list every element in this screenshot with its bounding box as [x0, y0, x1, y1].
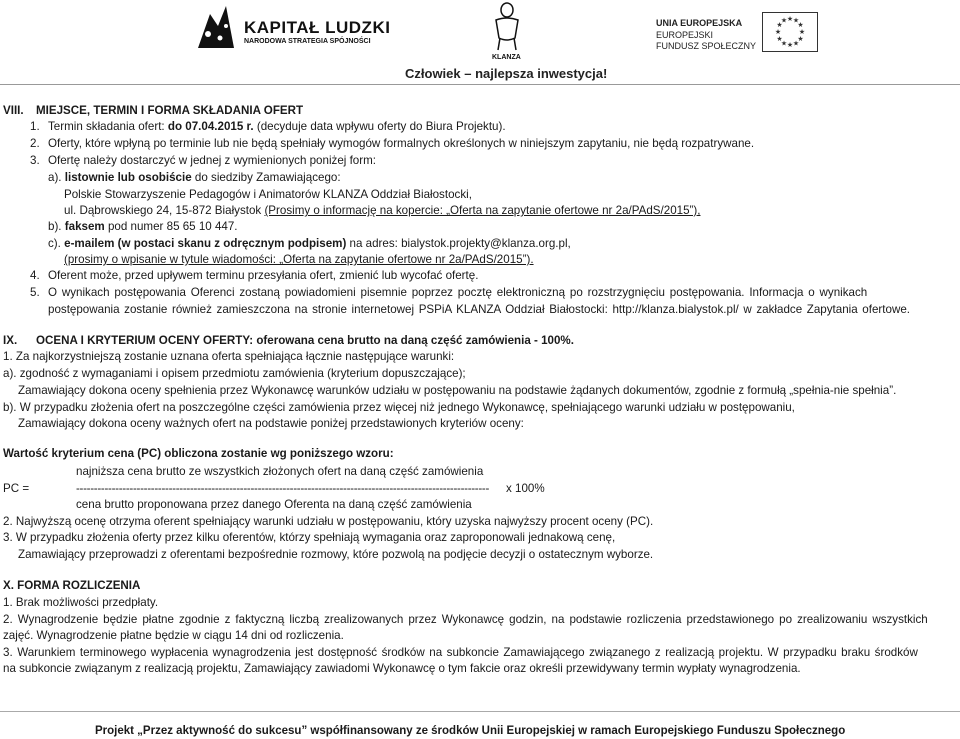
- option-a: a). listownie lub osobiście do siedziby Zamawiającego:: [48, 171, 341, 184]
- list-item-continuation: postępowania zostanie również zamieszczona na stronie internetowej PSPiA KLANZA Oddział Białostocki: http://klanza.bialystok.pl/ w zakładce Zapytania ofertowe.: [48, 303, 910, 316]
- svg-text:★: ★: [798, 28, 806, 36]
- list-item: Oferty, które wpłyną po terminie lub nie będą spełniały wymogów formalnych określonych w niniejszym zapytaniu, nie będą rozpatrywane.: [48, 137, 755, 150]
- paragraph: 2. Najwyższą ocenę otrzyma oferent spełniający warunki udziału w postępowaniu, który uzyska najwyższy procent oceny (PC).: [3, 515, 654, 528]
- item-number: 5.: [30, 286, 40, 299]
- klanza-label: KLANZA: [492, 54, 521, 61]
- footer-text: Projekt „Przez aktywność do sukcesu” współfinansowany ze środków Unii Europejskiej w ramach Europejskiego Funduszu Społecznego: [95, 725, 846, 737]
- klanza-logo-icon: [488, 2, 526, 54]
- option-c-note: (prosimy o wpisanie w tytule wiadomości: „Oferta na zapytanie ofertowe nr 2a/PAdS/2015”).: [64, 253, 534, 266]
- paragraph-continuation: na subkoncie związanym z realizacją projektu, Zamawiający zawiadomi Wykonawcę o tym fakcie oraz określi przewidywany termin wypłaty wynagrodzenia.: [3, 662, 801, 675]
- paragraph: b). W przypadku złożenia ofert na poszczególne części zamówienia przez więcej niż jednego Wykonawcę, spełniającego warunki udziału w postępowaniu,: [3, 401, 795, 414]
- section-ix-num: IX.: [3, 334, 18, 347]
- eu-flag-icon: [762, 12, 818, 52]
- option-a-address-street: ul. Dąbrowskiego 24, 15-872 Białystok (Prosimy o informację na kopercie: „Oferta na zapytanie ofertowe nr 2a/PAdS/2015”),: [64, 204, 701, 217]
- kl-subtitle: NARODOWA STRATEGIA SPÓJNOŚCI: [244, 38, 371, 45]
- section-ix-title: OCENA I KRYTERIUM OCENY OFERTY: oferowana cena brutto na daną część zamówienia - 100%.: [36, 334, 574, 347]
- footer-divider: [0, 711, 960, 712]
- option-b: b). faksem pod numer 85 65 10 447.: [48, 220, 238, 233]
- svg-text:★: ★: [792, 16, 800, 25]
- svg-text:★: ★: [797, 21, 804, 29]
- list-item: Ofertę należy dostarczyć w jednej z wymienionych poniżej form:: [48, 154, 376, 167]
- eu-line3: FUNDUSZ SPOŁECZNY: [656, 41, 757, 51]
- svg-text:★: ★: [780, 39, 788, 48]
- svg-text:★: ★: [776, 21, 783, 29]
- formula-pc-label: PC =: [3, 482, 30, 495]
- formula-denominator: cena brutto proponowana przez danego Oferenta na daną część zamówienia: [76, 498, 472, 511]
- item-number: 2.: [30, 137, 40, 150]
- list-item: Termin składania ofert: do 07.04.2015 r. (decyduje data wpływu oferty do Biura Projektu).: [48, 120, 506, 133]
- paragraph: a). zgodność z wymaganiami i opisem przedmiotu zamówienia (kryterium dopuszczające);: [3, 367, 466, 380]
- section-x-title: X. FORMA ROZLICZENIA: [3, 579, 141, 592]
- kl-title: KAPITAŁ LUDZKI: [244, 18, 391, 37]
- option-c: c). e-mailem (w postaci skanu z odręcznym podpisem) na adres: bialystok.projekty@klanza.org.pl,: [48, 237, 571, 250]
- svg-text:★: ★: [786, 15, 794, 23]
- item-number: 1.: [30, 120, 40, 133]
- list-item: Oferent może, przed upływem terminu przesyłania ofert, zmienić lub wycofać ofertę.: [48, 269, 479, 282]
- eu-line1: UNIA EUROPEJSKA: [656, 18, 743, 28]
- item-number: 4.: [30, 269, 40, 282]
- paragraph: 2. Wynagrodzenie będzie płatne zgodnie z faktyczną liczbą zrealizowanych przez Wykonawcę godzin, na podstawie rozliczenia przedstawionego po zrealizowaniu wszystkich: [3, 613, 928, 626]
- paragraph: Zamawiający dokona oceny ważnych ofert na podstawie poniżej przedstawionych kryteriów oceny:: [18, 417, 524, 430]
- formula-title: Wartość kryterium cena (PC) obliczona zostanie wg poniższego wzoru:: [3, 447, 394, 460]
- item-number: 3.: [30, 154, 40, 167]
- paragraph-continuation: zajęć. Wynagrodzenie płatne będzie w ciągu 14 dni od rozliczenia.: [3, 629, 344, 642]
- header-divider: [0, 84, 960, 85]
- slogan: Człowiek – najlepsza inwestycja!: [405, 66, 608, 81]
- svg-text:★: ★: [776, 35, 783, 43]
- paragraph: Zamawiający przeprowadzi z oferentami bezpośrednie rozmowy, które pozwolą na podjęcie decyzji o ostatecznym wyborze.: [18, 548, 654, 561]
- formula-numerator: najniższa cena brutto ze wszystkich złożonych ofert na daną część zamówienia: [76, 465, 484, 478]
- eu-line2: EUROPEJSKI: [656, 30, 714, 40]
- paragraph: Zamawiający dokona oceny spełnienia przez Wykonawcę warunków udziału w postępowaniu na podstawie żądanych dokumentów, zgodnie z formułą „spełnia-nie spełnia”.: [18, 384, 897, 397]
- formula-multiplier: x 100%: [506, 482, 545, 495]
- section-viii-title: MIEJSCE, TERMIN I FORMA SKŁADANIA OFERT: [36, 104, 304, 117]
- deadline-date: do 07.04.2015 r.: [167, 120, 254, 133]
- paragraph: 3. Warunkiem terminowego wypłacenia wynagrodzenia jest dostępność środków na subkoncie Zamawiającego związanego z realizacją projektu. W przypadku braku środków: [3, 646, 918, 659]
- kapital-ludzki-logo-icon: [196, 4, 236, 50]
- section-viii-num: VIII.: [3, 104, 24, 117]
- svg-text:★: ★: [792, 39, 800, 48]
- svg-text:★: ★: [786, 41, 794, 49]
- list-item: O wynikach postępowania Oferenci zostaną powiadomieni pisemnie poprzez pocztę elektroniczną po rozstrzygnięciu postępowania. Informacja o wynikach: [48, 286, 868, 299]
- svg-text:★: ★: [797, 35, 804, 43]
- svg-text:★: ★: [774, 28, 782, 36]
- paragraph: 1. Za najkorzystniejszą zostanie uznana oferta spełniająca łącznie następujące warunki:: [3, 350, 455, 363]
- paragraph: 3. W przypadku złożenia oferty przez kilku oferentów, którzy spełniają wymagania oraz zaproponowali jednakową cenę,: [3, 531, 616, 544]
- paragraph: 1. Brak możliwości przedpłaty.: [3, 596, 159, 609]
- option-a-address-name: Polskie Stowarzyszenie Pedagogów i Animatorów KLANZA Oddział Białostocki,: [64, 188, 472, 201]
- svg-text:★: ★: [780, 16, 788, 25]
- formula-divider: --------------------------------------------------------------------------------------------------------------------: [76, 482, 490, 495]
